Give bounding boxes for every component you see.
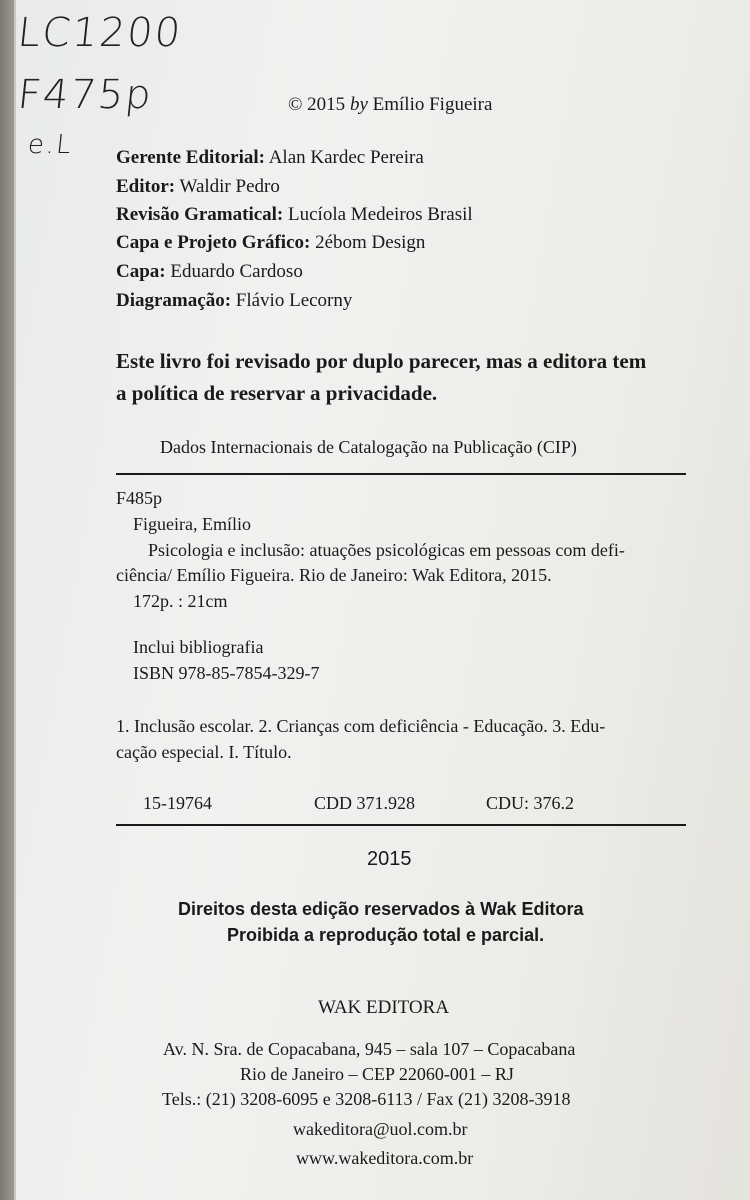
cip-title-line-2: ciência/ Emílio Figueira. Rio de Janeiro: Wak Editora, 2015. [116, 565, 552, 585]
credit-cover [116, 261, 303, 283]
copyright-author: Emílio Figueira [372, 94, 493, 115]
credit-editorial-manager [116, 147, 424, 169]
cip-call-number: F485p [116, 488, 163, 508]
credit-value: Eduardo Cardoso [170, 261, 303, 282]
book-spine [0, 0, 14, 1200]
copyright-year: © 2015 [288, 94, 346, 115]
credit-value: Flávio Lecorny [235, 290, 353, 311]
credit-label: Capa: [116, 261, 166, 282]
rights-line-2: Proibida a reprodução total e parcial. [227, 925, 545, 945]
cip-title-line-1: Psicologia e inclusão: atuações psicológicas em pessoas com defi- [148, 540, 625, 560]
credit-value: Alan Kardec Pereira [268, 147, 424, 168]
handwritten-edition-mark: e.L [26, 130, 75, 160]
credit-proofreading [116, 204, 473, 226]
publisher-address-line-1: Av. N. Sra. de Copacabana, 945 – sala 107 – Copacabana [163, 1039, 576, 1059]
cip-cdd: CDD 371.928 [314, 793, 416, 813]
credit-value: 2ébom Design [315, 232, 426, 253]
handwritten-call-number: LC1200 [15, 10, 185, 56]
handwritten-cutter-number: F475p [15, 72, 156, 118]
publisher-website: www.wakeditora.com.br [296, 1148, 474, 1168]
review-note-line-2: a política de reservar a privacidade. [116, 381, 438, 405]
copyright-by: by [349, 94, 368, 115]
cip-author: Figueira, Emílio [133, 514, 251, 534]
cip-isbn: ISBN 978-85-7854-329-7 [133, 663, 320, 683]
credit-layout [116, 290, 352, 312]
rights-line-1: Direitos desta edição reservados à Wak Editora [178, 899, 584, 919]
cip-physical-description: 172p. : 21cm [133, 591, 228, 611]
publisher-address-line-2: Rio de Janeiro – CEP 22060-001 – RJ [240, 1064, 514, 1084]
credit-label: Capa e Projeto Gráfico: [116, 232, 311, 253]
publisher-phones: Tels.: (21) 3208-6095 e 3208-6113 / Fax (21) 3208-3918 [162, 1089, 571, 1109]
cip-subjects-line-1: 1. Inclusão escolar. 2. Crianças com deficiência - Educação. 3. Edu- [116, 716, 606, 736]
cip-bottom-rule [116, 824, 686, 826]
credit-cover-design [116, 232, 425, 254]
cip-subjects-line-2: cação especial. I. Título. [116, 742, 292, 762]
publication-year: 2015 [367, 848, 412, 870]
publisher-name: WAK EDITORA [318, 997, 450, 1018]
credit-label: Revisão Gramatical: [116, 204, 284, 225]
publisher-email: wakeditora@uol.com.br [293, 1119, 468, 1139]
credit-value: Lucíola Medeiros Brasil [288, 204, 473, 225]
cip-control-number: 15-19764 [143, 793, 212, 813]
review-note-line-1: Este livro foi revisado por duplo parecer, mas a editora tem [116, 349, 647, 373]
credit-label: Diagramação: [116, 290, 232, 311]
cip-bibliography: Inclui bibliografia [133, 637, 264, 657]
credit-label: Gerente Editorial: [116, 147, 265, 168]
credit-editor [116, 176, 280, 198]
cip-top-rule [116, 473, 686, 475]
credit-value: Waldir Pedro [179, 176, 280, 197]
cip-heading: Dados Internacionais de Catalogação na Publicação (CIP) [160, 437, 577, 457]
cip-cdu: CDU: 376.2 [486, 793, 575, 813]
credit-label: Editor: [116, 176, 176, 197]
copyright-line [288, 94, 492, 116]
